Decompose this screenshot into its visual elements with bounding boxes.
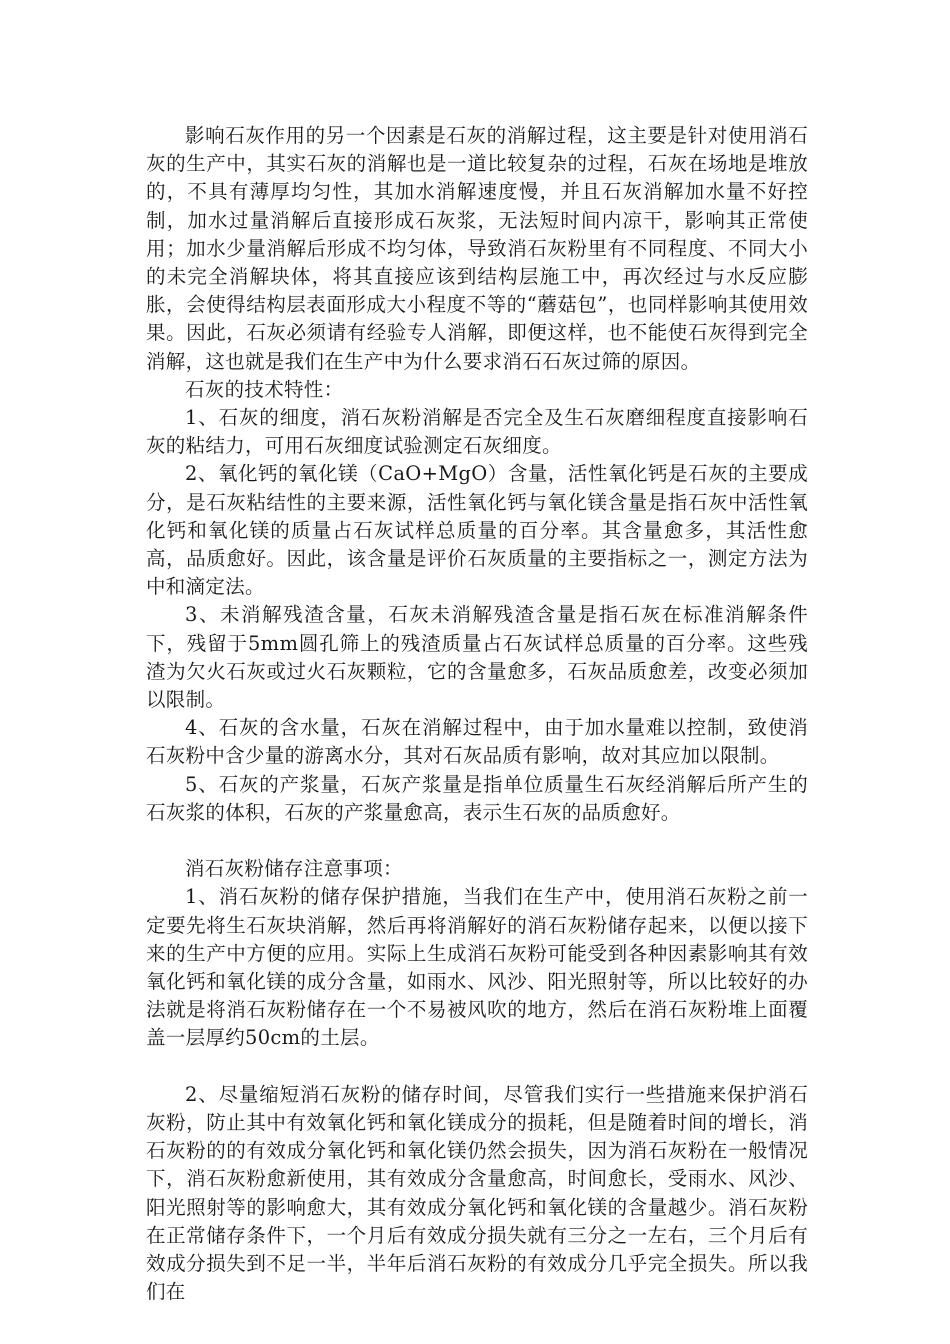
heading-technical-properties: 石灰的技术特性： — [185, 377, 344, 401]
paragraph-spacer — [146, 827, 808, 855]
list-item-unslaked-residue: 3、未消解残渣含量，石灰未消解残渣含量是指石灰在标准消解条件下，残留于5mm圆孔筛上的残渣质量占石灰试样总质量的百分率。这些残渣为欠火石灰或过火石灰颗粒，它的含量愈多，石灰品质愈差，改变必须加以限制。 — [146, 603, 808, 712]
list-item-storage-time: 2、尽量缩短消石灰粉的储存时间，尽管我们实行一些措施来保护消石灰粉，防止其中有效氧化钙和氧化镁成分的损耗，但是随着时间的增长，消石灰粉的的有效成分氧化钙和氧化镁仍然会损失，因为消石灰粉在一般情况下，消石灰粉愈新使用，其有效成分含量愈高，时间愈长，受雨水、风沙、阳光照射等的影响愈大，其有效成分氧化钙和氧化镁的含量越少。消石灰粉在正常储存条件下，一个月后有效成分损失就有三分之一左右，三个月后有效成分损失到不足一半，半年后消石灰粉的有效成分几乎完全损失。所以我们在 — [146, 1082, 808, 1304]
list-item-cao-mgo-content: 2、氧化钙的氧化镁（CaO+MgO）含量，活性氧化钙是石灰的主要成分，是石灰粘结性的主要来源，活性氧化钙与氧化镁含量是指石灰中活性氧化钙和氧化镁的质量占石灰试样总质量的百分率。其含量愈多，其活性愈高，品质愈好。因此，该含量是评价石灰质量的主要指标之一，测定方法为中和滴定法。 — [146, 462, 808, 599]
list-item-fineness: 1、石灰的细度，消石灰粉消解是否完全及生石灰磨细程度直接影响石灰的粘结力，可用石灰细度试验测定石灰细度。 — [146, 406, 808, 458]
document-body — [146, 122, 808, 1307]
list-item-paste-yield: 5、石灰的产浆量，石灰产浆量是指单位质量生石灰经消解后所产生的石灰浆的体积，石灰的产浆量愈高，表示生石灰的品质愈好。 — [146, 772, 808, 824]
paragraph-spacer — [146, 1053, 808, 1081]
paragraph-lime-slaking: 影响石灰作用的另一个因素是石灰的消解过程，这主要是针对使用消石灰的生产中，其实石灰的消解也是一道比较复杂的过程，石灰在场地是堆放的，不具有薄厚均匀性，其加水消解速度慢，并且石灰消解加水量不好控制，加水过量消解后直接形成石灰浆，无法短时间内凉干，影响其正常使用；加水少量消解后形成不均匀体，导致消石灰粉里有不同程度、不同大小的未完全消解块体，将其直接应该到结构层施工中，再次经过与水反应膨胀，会使得结构层表面形成大小程度不等的“蘑菇包”，也同样影响其使用效果。因此，石灰必须请有经验专人消解，即便这样，也不能使石灰得到完全消解，这也就是我们在生产中为什么要求消石石灰过筛的原因。 — [146, 124, 808, 373]
list-item-water-content: 4、石灰的含水量，石灰在消解过程中，由于加水量难以控制，致使消石灰粉中含少量的游离水分，其对石灰品质有影响，故对其应加以限制。 — [146, 716, 808, 768]
heading-storage-notes: 消石灰粉储存注意事项： — [185, 857, 403, 881]
list-item-storage-protection: 1、消石灰粉的储存保护措施，当我们在生产中，使用消石灰粉之前一定要先将生石灰块消解，然后再将消解好的消石灰粉储存起来，以便以接下来的生产中方便的应用。实际上生成消石灰粉可能受到各种因素影响其有效氧化钙和氧化镁的成分含量，如雨水、风沙、阳光照射等，所以比较好的办法就是将消石灰粉储存在一个不易被风吹的地方，然后在消石灰粉堆上面覆盖一层厚约50cm的土层。 — [146, 885, 808, 1050]
